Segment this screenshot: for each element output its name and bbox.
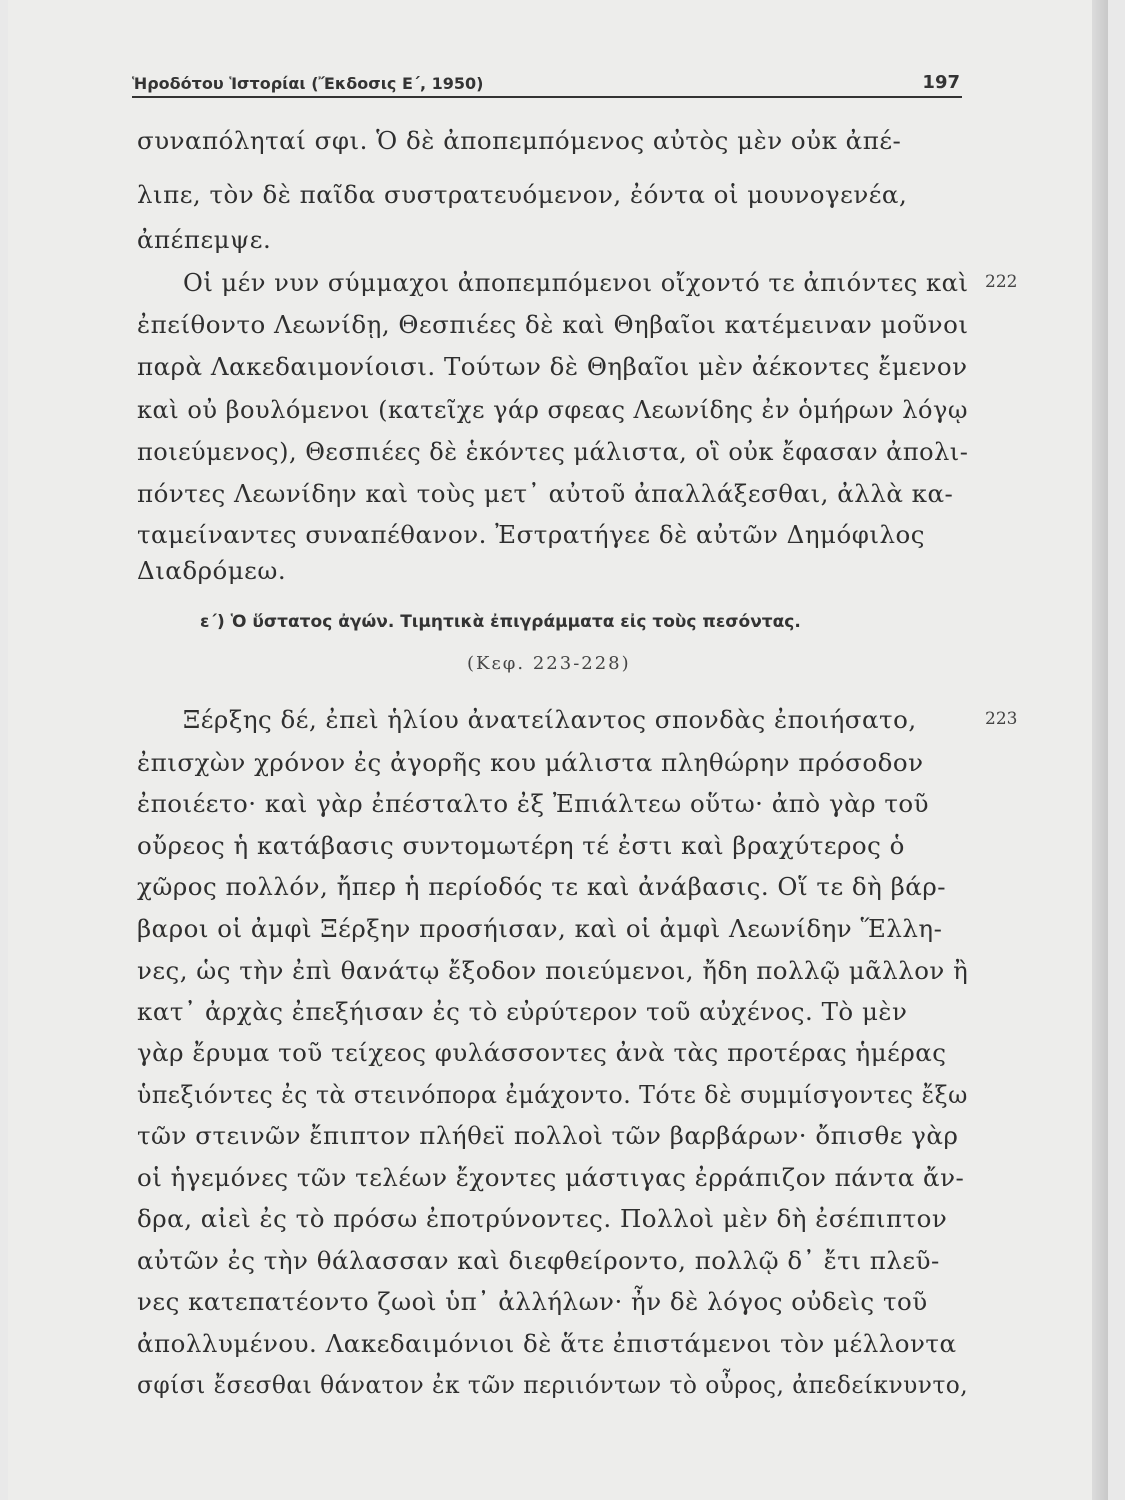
running-header (132, 70, 962, 98)
text-line: αὐτῶν ἐς τὴν θάλασσαν καὶ διεφθείροντο, πολλῷ δ᾽ ἔτι πλεῦ- (137, 1246, 940, 1275)
text-line: κατ᾽ ἀρχὰς ἐπεξήισαν ἐς τὸ εὐρύτερον τοῦ αὐχένος. Τὸ μὲν (137, 997, 908, 1026)
text-line: νες, ὡς τὴν ἐπὶ θανάτῳ ἔξοδον ποιεύμενοι, ἤδη πολλῷ μᾶλλον ἢ (137, 956, 969, 985)
section-heading: ε΄) Ὁ ὕστατος ἀγών. Τιμητικὰ ἐπιγράμματα εἰς τοὺς πεσόντας. (200, 612, 801, 632)
text-line: ταμείναντες συναπέθανον. Ἐστρατήγεε δὲ αὐτῶν Δημόφιλος (137, 520, 925, 549)
margin-number: 222 (985, 272, 1018, 292)
text-line: ὑπεξιόντες ἐς τὰ στεινόπορα ἐμάχοντο. Τότε δὲ συμμίσγοντες ἔξω (137, 1080, 968, 1109)
margin-number: 223 (985, 709, 1018, 729)
text-line: γὰρ ἔρυμα τοῦ τείχεος φυλάσσοντες ἀνὰ τὰς προτέρας ἡμέρας (137, 1038, 947, 1067)
text-line: σφίσι ἔσεσθαι θάνατον ἐκ τῶν περιιόντων τὸ οὖρος, ἀπεδείκνυντο, (137, 1370, 969, 1399)
text-line: οὔρεος ἡ κατάβασις συντομωτέρη τέ ἐστι καὶ βραχύτερος ὁ (137, 831, 905, 860)
text-line: χῶρος πολλόν, ἤπερ ἡ περίοδός τε καὶ ἀνάβασις. Οἵ τε δὴ βάρ- (137, 872, 947, 901)
page-number: 197 (922, 72, 960, 93)
text-line: πόντες Λεωνίδην καὶ τοὺς μετ᾽ αὐτοῦ ἀπαλλάξεσθαι, ἀλλὰ κα- (137, 479, 954, 508)
text-line: δρα, αἰεὶ ἐς τὸ πρόσω ἐποτρύνοντες. Πολλοὶ μὲν δὴ ἐσέπιπτον (137, 1204, 948, 1233)
text-line: Διαδρόμεω. (137, 556, 287, 585)
text-line: ἐπείθοντο Λεωνίδῃ, Θεσπιέες δὲ καὶ Θηβαῖοι κατέμειναν μοῦνοι (137, 310, 969, 339)
text-line: συναπόληταί σφι. Ὁ δὲ ἀποπεμπόμενος αὐτὸς μὲν οὐκ ἀπέ- (137, 126, 902, 155)
text-line: καὶ οὐ βουλόμενοι (κατεῖχε γάρ σφεας Λεωνίδης ἐν ὁμήρων λόγῳ (137, 395, 968, 424)
text-line: Ξέρξης δέ, ἐπεὶ ἡλίου ἀνατείλαντος σπονδὰς ἐποιήσατο, (183, 705, 917, 734)
text-line: τῶν στεινῶν ἔπιπτον πλήθεϊ πολλοὶ τῶν βαρβάρων· ὄπισθε γὰρ (137, 1121, 959, 1150)
page-edge-shadow (1092, 0, 1108, 1500)
text-line: ἐποιέετο· καὶ γὰρ ἐπέσταλτο ἐξ Ἐπιάλτεω οὕτω· ἀπὸ γὰρ τοῦ (137, 789, 930, 818)
header-rule (132, 96, 962, 98)
text-line: νες κατεπατέοντο ζωοὶ ὑπ᾽ ἀλλήλων· ἦν δὲ λόγος οὐδεὶς τοῦ (137, 1287, 928, 1316)
text-line: ἐπισχὼν χρόνον ἐς ἀγορῆς κου μάλιστα πληθώρην πρόσοδον (137, 748, 924, 777)
header-title: Ἡροδότου Ἱστορίαι (Ἔκδοσις Ε΄, 1950) (132, 74, 484, 93)
chapter-reference: (Κεφ. 223-228) (467, 653, 631, 674)
text-line: οἱ ἡγεμόνες τῶν τελέων ἔχοντες μάστιγας ἐρράπιζον πάντα ἄν- (137, 1163, 965, 1192)
text-line: βαροι οἱ ἀμφὶ Ξέρξην προσήισαν, καὶ οἱ ἀμφὶ Λεωνίδην Ἕλλη- (137, 914, 943, 943)
text-line: ἀπέπεμψε. (137, 225, 272, 254)
text-line: παρὰ Λακεδαιμονίοισι. Τούτων δὲ Θηβαῖοι μὲν ἀέκοντες ἔμενον (137, 352, 968, 381)
text-line: ποιεύμενος), Θεσπιέες δὲ ἑκόντες μάλιστα, οἳ οὐκ ἔφασαν ἀπολι- (137, 437, 969, 466)
text-line: ἀπολλυμένου. Λακεδαιμόνιοι δὲ ἅτε ἐπιστάμενοι τὸν μέλλοντα (137, 1329, 957, 1358)
text-line: Οἱ μέν νυν σύμμαχοι ἀποπεμπόμενοι οἴχοντό τε ἀπιόντες καὶ (183, 268, 969, 297)
text-line: λιπε, τὸν δὲ παῖδα συστρατευόμενον, ἐόντα οἱ μουνογενέα, (137, 180, 908, 209)
